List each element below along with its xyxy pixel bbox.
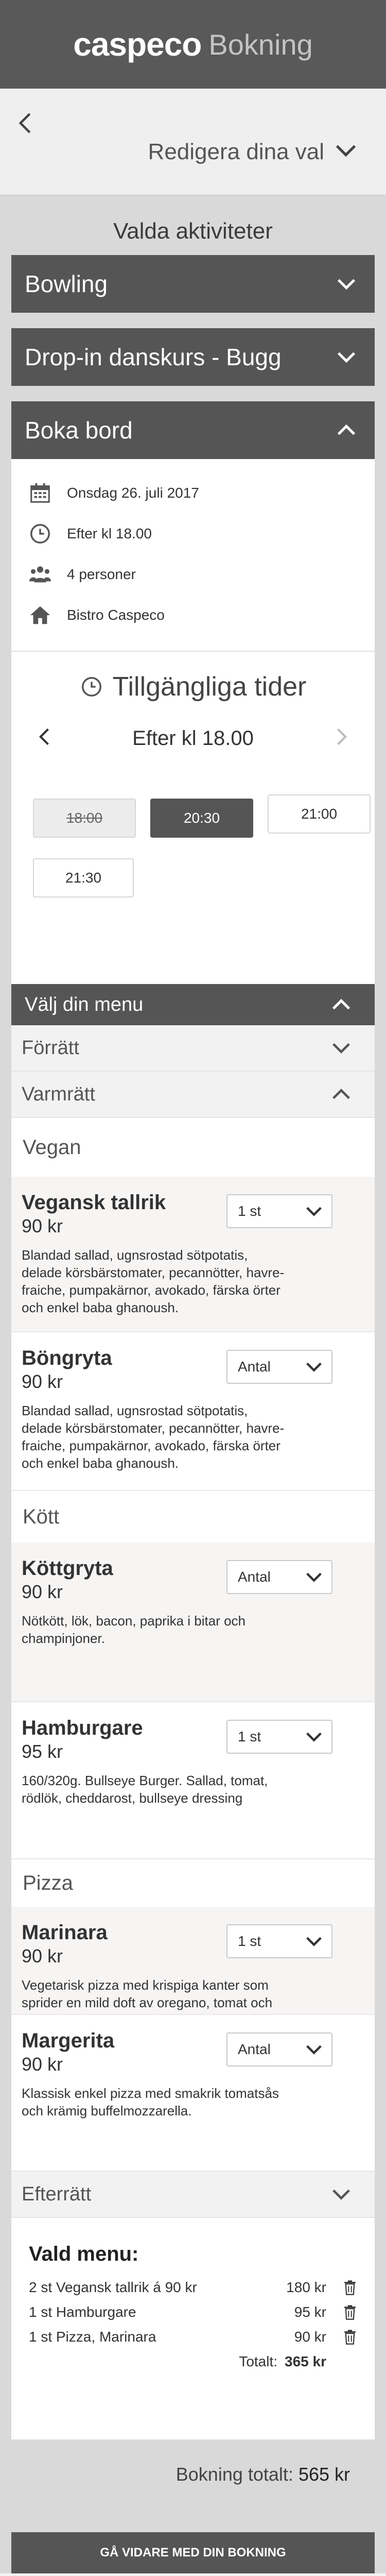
item-price: 90 kr (22, 1945, 63, 1967)
sub-header (0, 89, 386, 196)
activity-boka-bord[interactable] (11, 401, 375, 459)
chevron-left-icon[interactable] (34, 724, 57, 753)
quantity-value: 1 st (238, 1203, 261, 1219)
item-description: Vegetarisk pizza med krispiga kanter som sprider en mild doft av oregano, tomat och (22, 1977, 273, 2010)
menu-item (11, 1543, 375, 1702)
chevron-right-icon[interactable] (329, 724, 352, 753)
trash-icon[interactable] (326, 2280, 357, 2295)
menu-title: Välj din menu (25, 993, 144, 1015)
item-description: 160/320g. Bullseye Burger. Sallad, tomat, rödlök, cheddarost, bullseye dressing (22, 1773, 268, 1806)
main-content (11, 196, 375, 2527)
item-name: Vegansk tallrik (22, 1191, 166, 1214)
item-name: Margerita (22, 2029, 115, 2052)
persons-text: 4 personer (67, 566, 136, 582)
quantity-select[interactable] (226, 1350, 332, 1384)
item-name: Köttgryta (22, 1557, 113, 1580)
chevron-down-icon (304, 1931, 324, 1952)
summary-total-value: 365 kr (285, 2353, 326, 2369)
item-description: Blandad sallad, ugnsrostad sötpotatis, delade körsbärstomater, pecannötter, havre-fraiche, pumpakärnor, avokado, färska örter och enkel baba ghanoush. (22, 1403, 285, 1471)
quantity-value: Antal (238, 1359, 271, 1375)
time-text: Efter kl 18.00 (67, 525, 152, 541)
venue-text: Bistro Caspeco (67, 606, 165, 623)
subcategory-pizza: Pizza (11, 1859, 375, 1907)
quantity-select[interactable] (226, 2032, 332, 2066)
summary-row-text: 2 st Vegansk tallrik á 90 kr (29, 2279, 197, 2295)
boka-bord-panel (11, 459, 375, 2439)
chevron-down-icon (335, 272, 358, 296)
chevron-down-icon (304, 1726, 324, 1747)
chevron-down-icon[interactable] (332, 137, 359, 164)
summary-row-text: 1 st Hamburgare (29, 2304, 136, 2320)
time-navigator (34, 723, 352, 754)
chevron-down-icon (304, 1201, 324, 1222)
booking-total-label: Bokning totalt: (176, 2464, 293, 2485)
item-name: Marinara (22, 1921, 108, 1944)
item-price: 95 kr (22, 1741, 63, 1762)
date-text: Onsdag 26. juli 2017 (67, 484, 199, 501)
summary-row-text: 1 st Pizza, Marinara (29, 2329, 156, 2345)
info-date (25, 472, 361, 513)
order-summary (11, 2218, 375, 2439)
chevron-down-icon (335, 345, 358, 369)
quantity-value: 1 st (238, 1933, 261, 1949)
back-arrow-icon[interactable] (12, 109, 40, 137)
chevron-down-icon (329, 1036, 353, 1060)
booking-total-value: 565 kr (298, 2464, 350, 2485)
item-description: Klassisk enkel pizza med smakrik tomatsås och krämig buffelmozzarella. (22, 2086, 279, 2119)
subcategory-kott: Kött (11, 1491, 375, 1543)
quantity-select[interactable] (226, 1560, 332, 1594)
chevron-up-icon (335, 418, 358, 442)
item-description: Blandad sallad, ugnsrostad sötpotatis, delade körsbärstomater, pecannötter, havre-fraiche, pumpakärnor, avokado, färska örter och enkel baba ghanoush. (22, 1247, 285, 1315)
home-icon (25, 603, 56, 627)
booking-total (11, 2464, 375, 2485)
summary-total-label: Totalt: (239, 2353, 278, 2369)
category-label: Förrätt (22, 1037, 79, 1059)
item-price: 90 kr (22, 1581, 63, 1602)
quantity-select[interactable] (226, 1194, 332, 1228)
time-slot[interactable]: 21:30 (33, 858, 134, 897)
times-title-text: Tillgängliga tider (112, 672, 307, 702)
booking-info (11, 459, 375, 652)
section-title: Valda aktiviteter (113, 218, 273, 244)
summary-row (29, 2325, 357, 2349)
item-price: 90 kr (22, 1215, 63, 1236)
clock-icon (80, 675, 103, 699)
summary-row (29, 2275, 357, 2300)
chevron-down-icon (329, 2182, 353, 2206)
time-nav-label: Efter kl 18.00 (132, 726, 254, 750)
quantity-value: 1 st (238, 1728, 261, 1744)
available-times (11, 652, 375, 984)
summary-row-amount: 90 kr (294, 2329, 326, 2345)
activity-label: Bowling (25, 270, 108, 297)
category-varmratt[interactable] (11, 1072, 375, 1118)
item-price: 90 kr (22, 2054, 63, 2075)
calendar-icon (25, 481, 56, 505)
summary-title: Vald menu: (29, 2243, 139, 2265)
item-price: 90 kr (22, 1371, 63, 1392)
brand-logo: caspeco (73, 26, 202, 63)
chevron-down-icon (304, 1357, 324, 1377)
menu-item (11, 1702, 375, 1859)
activity-label: Boka bord (25, 417, 133, 444)
app-header (0, 0, 386, 89)
available-times-title (11, 671, 375, 702)
item-name: Böngryta (22, 1347, 112, 1369)
people-icon (25, 563, 56, 586)
time-slot-selected[interactable]: 20:30 (150, 799, 253, 838)
category-label: Varmrätt (22, 1083, 95, 1105)
time-slot[interactable]: 21:00 (268, 794, 371, 834)
category-forratt[interactable] (11, 1025, 375, 1072)
item-name: Hamburgare (22, 1717, 143, 1739)
activity-bowling[interactable] (11, 255, 375, 313)
summary-row (29, 2300, 357, 2325)
chevron-down-icon (304, 1567, 324, 1587)
clock-icon (25, 522, 56, 546)
trash-icon[interactable] (326, 2329, 357, 2345)
quantity-value: Antal (238, 1569, 271, 1585)
chevron-up-icon (329, 1082, 353, 1106)
subcategory-vegan: Vegan (11, 1118, 375, 1177)
time-slot[interactable]: 18:00 (33, 799, 136, 838)
continue-booking-button[interactable]: GÅ VIDARE MED DIN BOKNING (11, 2532, 375, 2573)
footer (0, 2573, 386, 2576)
chevron-down-icon (304, 2039, 324, 2060)
quantity-value: Antal (238, 2041, 271, 2057)
quantity-select[interactable] (226, 1720, 332, 1754)
category-label: Efterrätt (22, 2183, 92, 2205)
activity-danskurs[interactable] (11, 328, 375, 386)
summary-row-amount: 180 kr (286, 2279, 326, 2295)
menu-item (11, 1332, 375, 1491)
info-persons (25, 554, 361, 595)
app-name: Bokning (208, 28, 313, 61)
menu-item (11, 1177, 375, 1332)
summary-total (29, 2349, 357, 2374)
activity-label: Drop-in danskurs - Bugg (25, 344, 282, 370)
edit-choices-title[interactable]: Redigera dina val (148, 139, 324, 164)
menu-item (11, 1907, 375, 2015)
info-time (25, 513, 361, 554)
menu-item (11, 2015, 375, 2172)
item-description: Nötkött, lök, bacon, paprika i bitar och champinjoner. (22, 1613, 246, 1646)
category-efterratt[interactable] (11, 2172, 375, 2218)
chevron-up-icon (329, 993, 353, 1016)
menu-header[interactable] (11, 984, 375, 1025)
info-venue (25, 595, 361, 635)
trash-icon[interactable] (326, 2304, 357, 2320)
summary-row-amount: 95 kr (294, 2304, 326, 2320)
quantity-select[interactable] (226, 1924, 332, 1958)
